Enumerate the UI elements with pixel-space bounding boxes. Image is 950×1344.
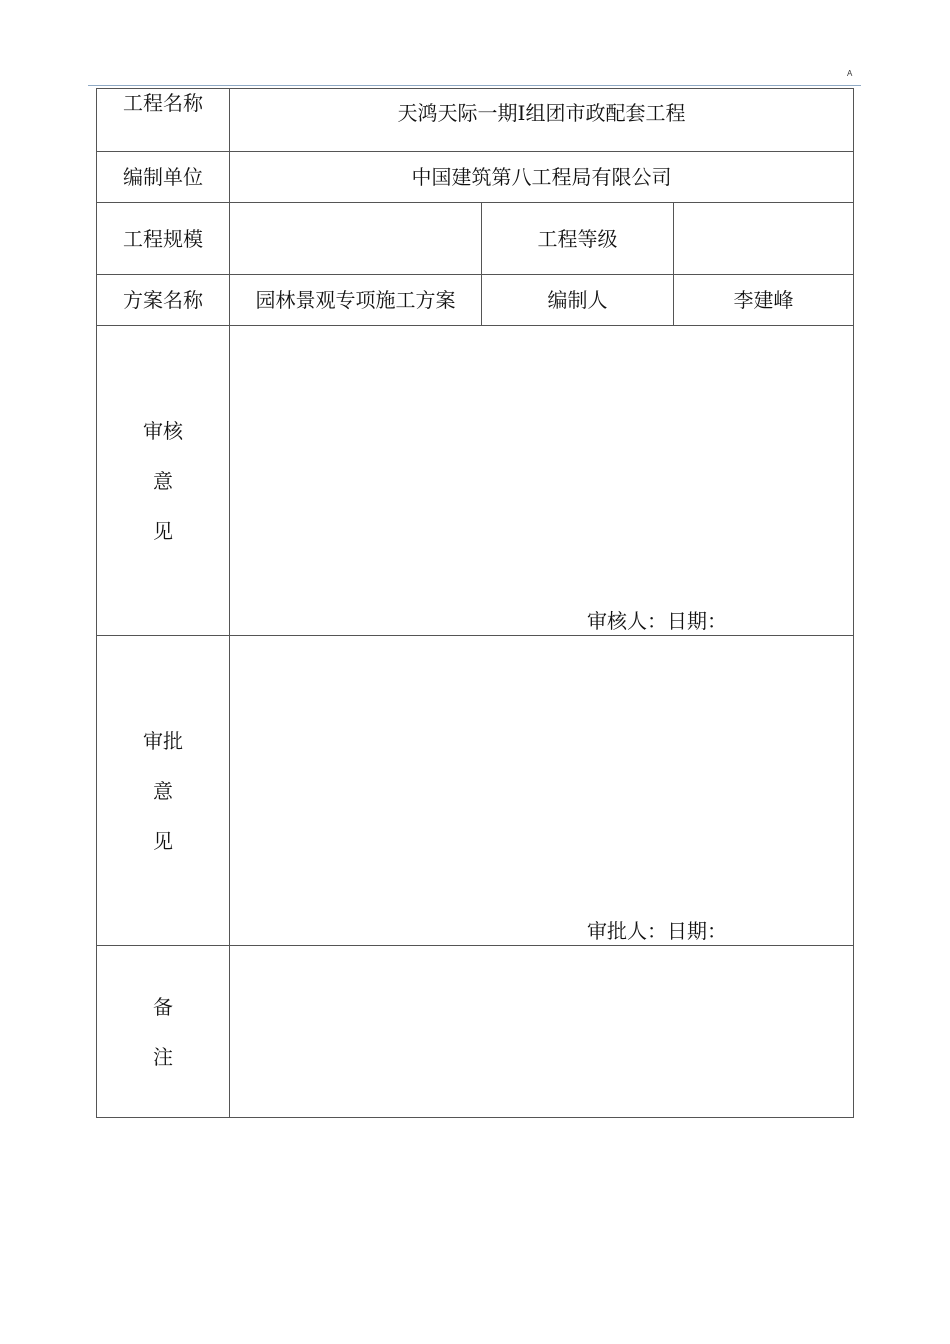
project-name-value[interactable]: 天鸿天际一期Ⅰ组团市政配套工程 <box>230 89 854 152</box>
row-organization <box>97 152 854 203</box>
row-plan <box>97 275 854 326</box>
review-signature-date: 审核人：日期： <box>587 609 727 633</box>
approve-label-line-3: 见 <box>153 828 173 853</box>
review-label-line-3: 见 <box>153 518 173 543</box>
remark-label-line-2: 注 <box>153 1044 173 1069</box>
row-approval-opinion <box>97 636 854 946</box>
remark-label-line-1: 备 <box>153 994 173 1019</box>
author-label: 编制人 <box>482 275 674 326</box>
review-label-line-1: 审核 <box>143 418 183 443</box>
row-project-name <box>97 89 854 152</box>
remarks-area[interactable] <box>230 946 854 1118</box>
approve-label <box>97 636 230 946</box>
row-remarks <box>97 946 854 1118</box>
organization-value[interactable]: 中国建筑第八工程局有限公司 <box>230 152 854 203</box>
scale-label: 工程规模 <box>97 203 230 275</box>
remark-label <box>97 946 230 1118</box>
grade-label: 工程等级 <box>482 203 674 275</box>
review-label-line-2: 意 <box>153 468 173 493</box>
author-value[interactable]: 李建峰 <box>674 275 854 326</box>
approval-signature-date: 审批人：日期： <box>587 919 727 943</box>
plan-value[interactable]: 园林景观专项施工方案 <box>230 275 482 326</box>
approval-opinion-area[interactable] <box>230 636 854 946</box>
row-review-opinion <box>97 326 854 636</box>
scale-value[interactable] <box>230 203 482 275</box>
approval-form-table <box>96 88 854 1118</box>
review-opinion-area[interactable] <box>230 326 854 636</box>
grade-value[interactable] <box>674 203 854 275</box>
header-rule <box>88 85 861 86</box>
plan-label: 方案名称 <box>97 275 230 326</box>
approve-label-line-1: 审批 <box>143 728 183 753</box>
row-scale-grade <box>97 203 854 275</box>
organization-label: 编制单位 <box>97 152 230 203</box>
review-label <box>97 326 230 636</box>
approve-label-line-2: 意 <box>153 778 173 803</box>
header-mark: A <box>847 69 853 78</box>
project-name-label: 工程名称 <box>97 89 230 152</box>
